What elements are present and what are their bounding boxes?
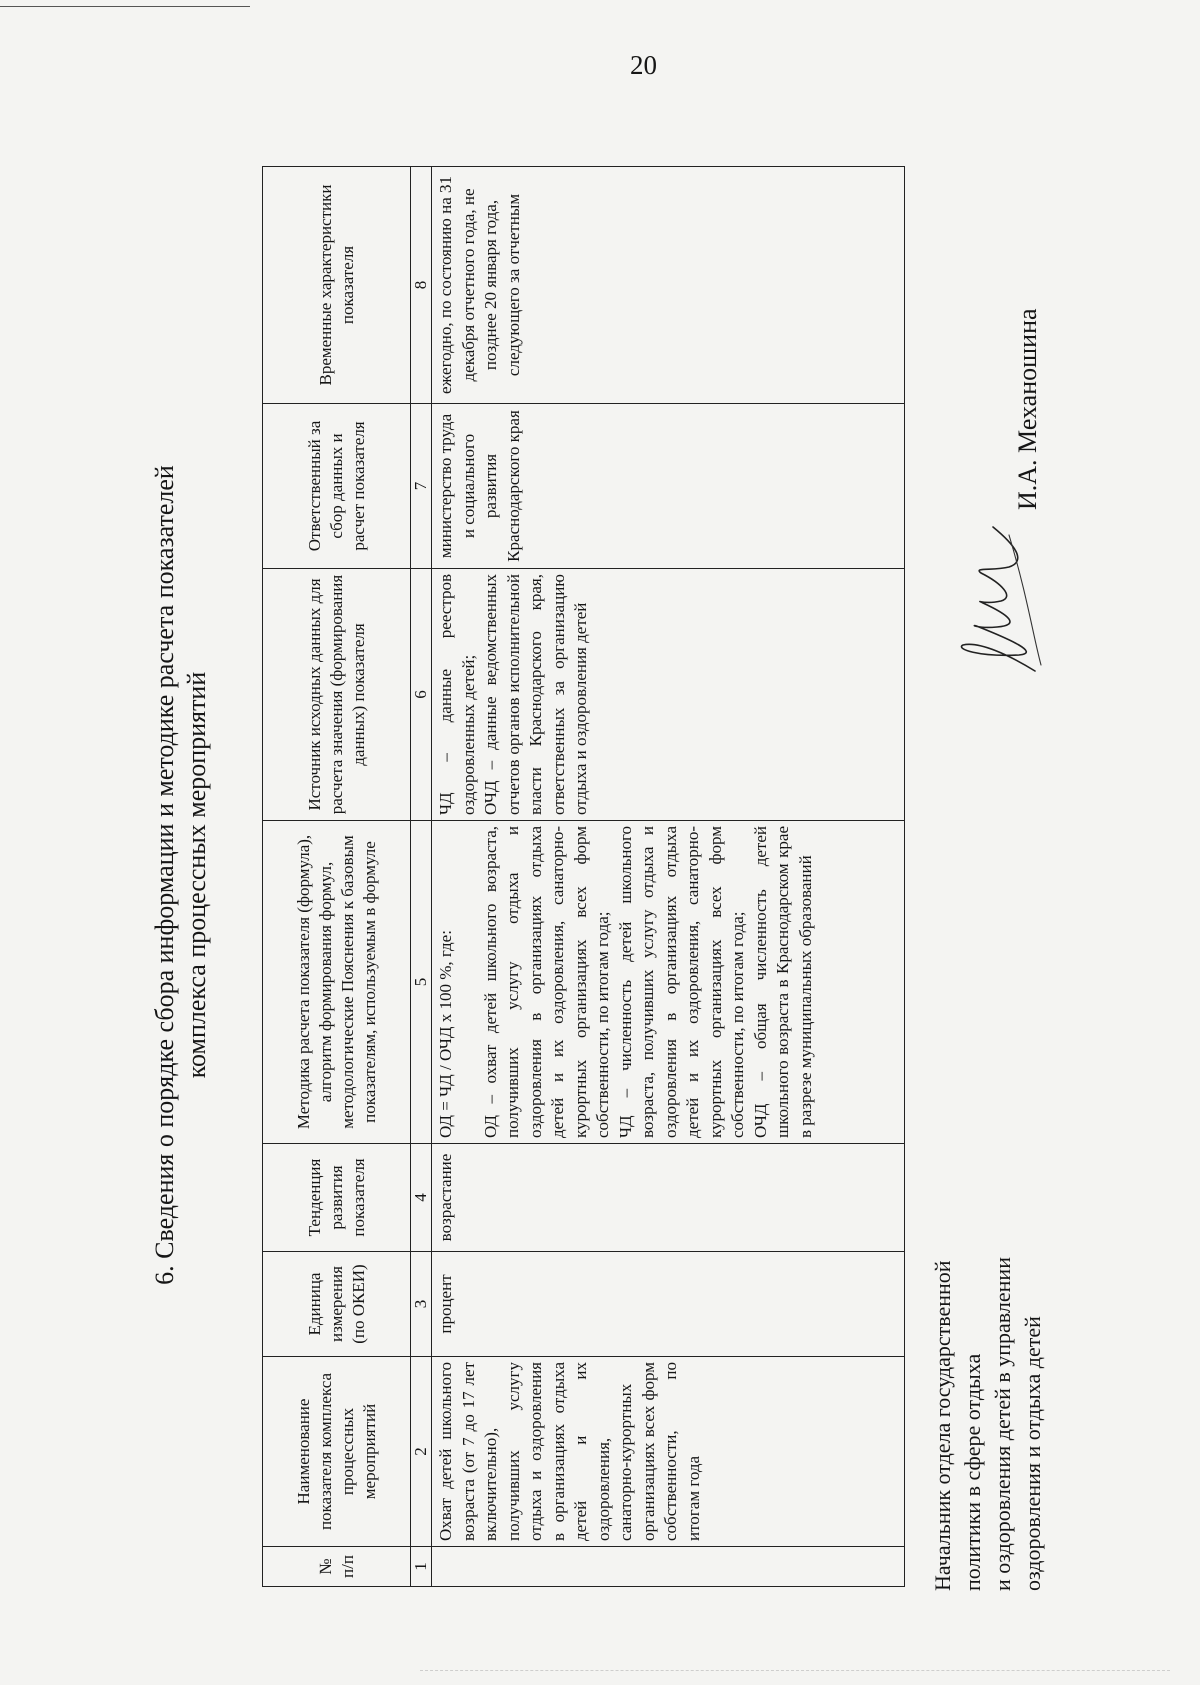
signatory-line: политики в сфере отдыха <box>960 1353 985 1591</box>
column-number: 5 <box>411 821 432 1144</box>
handwritten-signature <box>949 515 1059 685</box>
cell-indicator-name: Охват детей школьного возраста (от 7 до 17 лет включительно), получивших услугу отдыха и оздоровления в организациях отдыха детей и их оздоровления, санаторно-курортных организациях всех форм собственности, по итогам года <box>432 1357 905 1547</box>
column-number: 8 <box>411 167 432 404</box>
rotated-landscape-page <box>145 105 1065 1645</box>
signatory-position <box>928 1257 1048 1591</box>
signatory-line: Начальник отдела государственной <box>930 1260 955 1591</box>
cell-responsible: министерство труда и социального развития Краснодарского края <box>432 404 905 569</box>
page-number: 20 <box>630 50 657 80</box>
cell-source <box>432 569 905 821</box>
document-title-line-1: 6. Сведения о порядке сбора информации и методике расчета показателей <box>150 465 179 1285</box>
cell-timing: ежегодно, по состоянию на 31 декабря отчетного года, не позднее 20 января года, следующего за отчетным <box>432 167 905 404</box>
column-number: 1 <box>411 1547 432 1587</box>
scan-edge-line <box>420 1670 1170 1671</box>
method-paragraph: ЧД – численность детей школьного возраста, получивших услугу отдыха и оздоровления в организациях отдыха детей и их оздоровления, санаторно-курортных организациях всех форм собственности, по итогам года; <box>615 826 747 1138</box>
method-paragraph: ОЧД – общая численность детей школьного возраста в Краснодарском крае в разрезе муниципальных образований <box>750 826 815 1138</box>
table-row <box>432 167 905 1587</box>
column-numbers-row <box>411 167 432 1587</box>
header-number: № п/п <box>263 1547 411 1587</box>
source-paragraph: ОЧД – данные ведомственных отчетов органов исполнительной власти Краснодарского края, ответственных за организацию отдыха и оздоровления детей <box>481 574 590 815</box>
column-number: 7 <box>411 404 432 569</box>
column-number: 6 <box>411 569 432 821</box>
column-number: 2 <box>411 1357 432 1547</box>
header-indicator-name: Наименование показателя комплекса процессных мероприятий <box>263 1357 411 1547</box>
header-responsible: Ответственный за сбор данных и расчет показателя <box>263 404 411 569</box>
scan-edge-line <box>0 6 250 7</box>
method-paragraph: ОД – охват детей школьного возраста, получивших услугу отдыха и оздоровления в организациях отдыха детей и их оздоровления, санаторно-курортных организациях всех форм собственности, по итогам года; <box>480 826 612 1138</box>
signatory-line: оздоровления и отдыха детей <box>1020 1316 1045 1591</box>
source-paragraph: ЧД – данные реестров оздоровленных детей; <box>436 574 478 815</box>
column-number: 4 <box>411 1144 432 1252</box>
header-unit: Единица измерения (по ОКЕИ) <box>263 1252 411 1357</box>
header-timing: Временные характеристики показателя <box>263 167 411 404</box>
signatory-line: и оздоровления детей в управлении <box>990 1257 1015 1591</box>
cell-trend: возрастание <box>432 1144 905 1252</box>
cell-number <box>432 1547 905 1587</box>
header-source: Источник исходных данных для расчета значения (формирования данных) показателя <box>263 569 411 821</box>
document-title-line-2: комплекса процессных мероприятий <box>182 671 211 1079</box>
cell-method <box>432 821 905 1144</box>
cell-unit: процент <box>432 1252 905 1357</box>
method-formula: ОД = ЧД / ОЧД х 100 %, где: <box>436 930 455 1138</box>
table-header-row <box>263 167 411 1587</box>
header-trend: Тенденция развития показателя <box>263 1144 411 1252</box>
column-number: 3 <box>411 1252 432 1357</box>
header-method: Методика расчета показателя (формула), алгоритм формирования формул, методологические Пояснения к базовым показателям, используемым в формуле <box>263 821 411 1144</box>
indicators-table <box>262 166 905 1587</box>
signer-name: И.А. Механошина <box>1013 308 1042 510</box>
